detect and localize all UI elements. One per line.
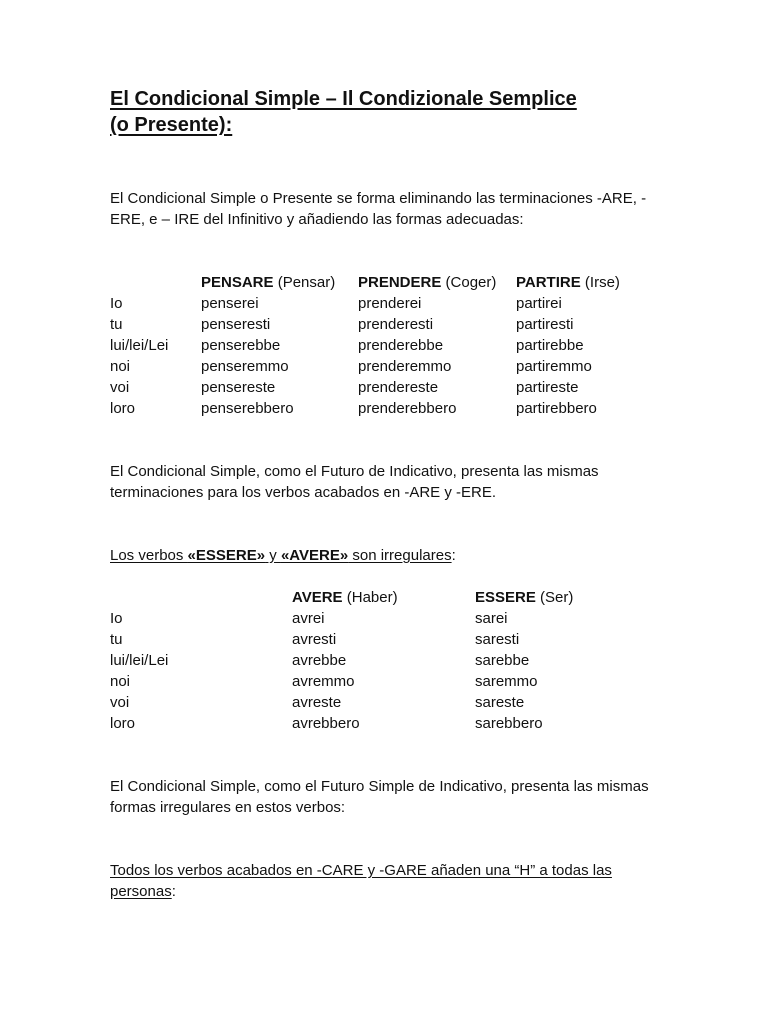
irregular-post: son irregulares	[348, 547, 452, 564]
conjugation-cell: penserei	[201, 295, 259, 312]
pronoun-cell: loro	[110, 400, 136, 417]
pronoun-cell: tu	[110, 631, 123, 648]
conjugation-cell: avresti	[292, 631, 337, 648]
conjugation-cell: sareste	[475, 694, 525, 711]
conjugation-cell: avrebbe	[292, 652, 347, 669]
conjugation-cell: partirebbero	[516, 400, 597, 417]
conjugation-cell: prendereste	[358, 379, 439, 396]
spacer	[110, 566, 670, 587]
table-header-prendere	[358, 272, 516, 293]
verb-translation: (Irse)	[584, 274, 620, 291]
conjugation-cell: saremmo	[475, 673, 538, 690]
title-line-1: El Condicional Simple – Il Condizionale Semplice	[110, 88, 577, 110]
verb-name: PRENDERE	[358, 274, 442, 291]
verb-translation: (Ser)	[540, 589, 574, 606]
essere-label: «ESSERE»	[187, 547, 266, 564]
irregular-mid: y	[265, 547, 281, 564]
page-title	[110, 86, 670, 138]
conjugation-cell: prenderebbe	[358, 337, 444, 354]
conjugation-cell: partirebbe	[516, 337, 584, 354]
conjugation-table-regular	[110, 272, 670, 419]
verb-translation: (Coger)	[445, 274, 497, 291]
conjugation-cell: partiremmo	[516, 358, 592, 375]
irregular-verbs-heading	[110, 545, 670, 566]
irregular-colon: :	[451, 547, 456, 564]
pronoun-cell: lui/lei/Lei	[110, 652, 169, 669]
table-corner	[110, 587, 292, 608]
conjugation-cell: penserebbero	[201, 400, 294, 417]
conjugation-cell: partiresti	[516, 316, 574, 333]
conjugation-cell: penseremmo	[201, 358, 289, 375]
document-page	[110, 86, 670, 902]
rule-colon: :	[171, 883, 176, 900]
verb-name: AVERE	[292, 589, 343, 606]
conjugation-cell: pensereste	[201, 379, 276, 396]
irregular-heading-underlined	[110, 547, 452, 564]
table-header-partire	[516, 272, 666, 293]
table-header-essere	[475, 587, 625, 608]
title-line-2: (o Presente):	[110, 114, 233, 136]
pronoun-cell: Io	[110, 295, 123, 312]
conjugation-cell: prenderemmo	[358, 358, 452, 375]
care-gare-rule-heading	[110, 860, 670, 902]
conjugation-cell: prenderesti	[358, 316, 434, 333]
conjugation-cell: penseresti	[201, 316, 271, 333]
conjugation-cell: sarebbe	[475, 652, 530, 669]
table-header-avere	[292, 587, 475, 608]
conjugation-cell: sarei	[475, 610, 508, 627]
table-corner	[110, 272, 201, 293]
note-paragraph-2: El Condicional Simple, como el Futuro Simple de Indicativo, presenta las mismas formas irregulares en estos verbos:	[110, 778, 649, 816]
verb-translation: (Pensar)	[277, 274, 336, 291]
irregular-pre: Los verbos	[110, 547, 188, 564]
note-paragraph-1: El Condicional Simple, como el Futuro de Indicativo, presenta las mismas terminaciones para los verbos acabados en -ARE y -ERE.	[110, 463, 599, 501]
intro-paragraph: El Condicional Simple o Presente se forma eliminando las terminaciones -ARE, -ERE, e – IRE del Infinitivo y añadiendo las formas adecuadas:	[110, 190, 647, 228]
conjugation-cell: avreste	[292, 694, 342, 711]
table-header-pensare	[201, 272, 358, 293]
verb-name: PENSARE	[201, 274, 274, 291]
conjugation-cell: avrebbero	[292, 715, 360, 732]
conjugation-cell: penserebbe	[201, 337, 281, 354]
conjugation-cell: avrei	[292, 610, 325, 627]
verb-name: PARTIRE	[516, 274, 581, 291]
conjugation-cell: prenderei	[358, 295, 422, 312]
conjugation-cell: sarebbero	[475, 715, 543, 732]
pronoun-cell: noi	[110, 358, 131, 375]
pronoun-cell: voi	[110, 379, 130, 396]
verb-name: ESSERE	[475, 589, 536, 606]
conjugation-cell: saresti	[475, 631, 520, 648]
pronoun-cell: tu	[110, 316, 123, 333]
conjugation-table-irregular	[110, 587, 670, 734]
verb-translation: (Haber)	[346, 589, 398, 606]
conjugation-cell: avremmo	[292, 673, 355, 690]
pronoun-cell: voi	[110, 694, 130, 711]
pronoun-cell: loro	[110, 715, 136, 732]
rule-text: Todos los verbos acabados en -CARE y -GARE añaden una “H” a todas las personas	[110, 862, 612, 900]
conjugation-cell: partirei	[516, 295, 562, 312]
avere-label: «AVERE»	[280, 547, 349, 564]
pronoun-cell: noi	[110, 673, 131, 690]
conjugation-cell: prenderebbero	[358, 400, 457, 417]
conjugation-cell: partireste	[516, 379, 579, 396]
pronoun-cell: lui/lei/Lei	[110, 337, 169, 354]
pronoun-cell: Io	[110, 610, 123, 627]
